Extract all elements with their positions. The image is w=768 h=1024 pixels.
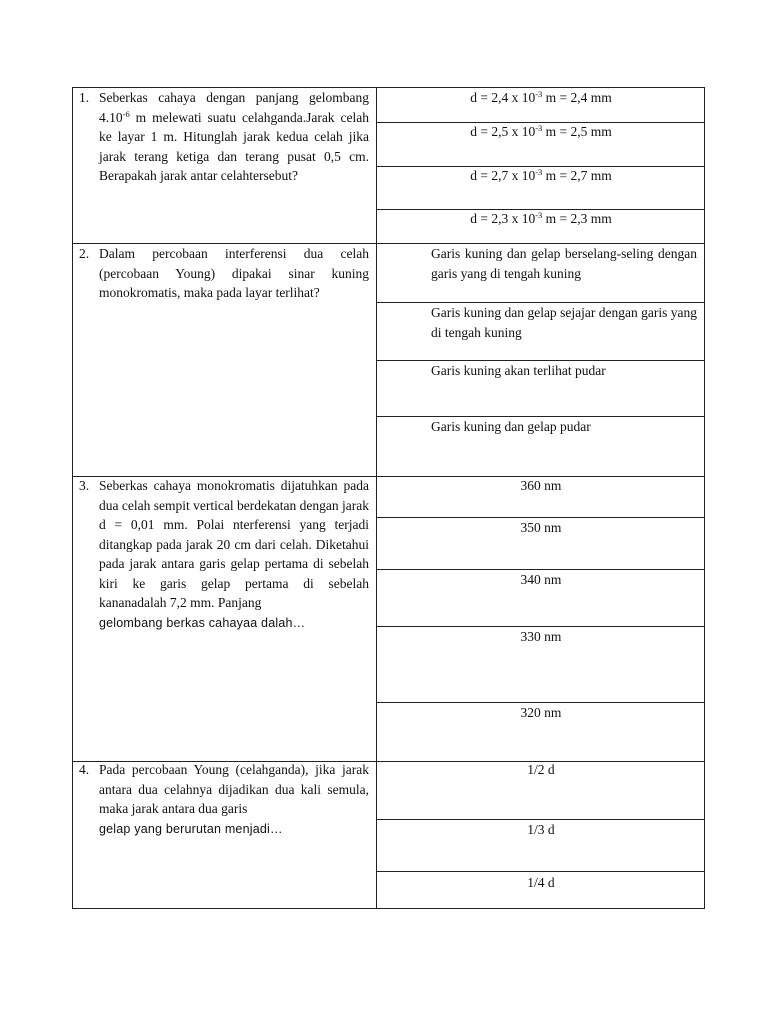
- question-text: Seberkas cahaya dengan panjang gelombang $4.10^{-6}$ m melewati suatu celahganda.Jarak celah ke layar 1 m. Hitunglah jarak kedua celah jika jarak terang ketiga dan terang pusat 0,5 cm. Berapakah jarak antar celahtersebut?: [99, 90, 369, 183]
- answer-option: 330 nm: [520, 629, 562, 644]
- answer-option: d = 2,5 x $10^{-3}$ m = 2,5 mm: [470, 123, 612, 139]
- question-number: 4.: [79, 762, 90, 777]
- column-divider: [376, 87, 377, 909]
- answer-option: Garis kuning dan gelap berselang-seling dengan garis yang di tengah kuning: [431, 246, 697, 281]
- option-divider: [376, 871, 705, 872]
- answer-option: 320 nm: [520, 705, 562, 720]
- answer-option: d = 2,3 x $10^{-3}$ m = 2,3 mm: [470, 210, 612, 226]
- answer-option: d = 2,7 x $10^{-3}$ m = 2,7 mm: [470, 167, 612, 183]
- answer-option: Garis kuning dan gelap sejajar dengan garis yang di tengah kuning: [431, 305, 697, 340]
- answer-option: Garis kuning akan terlihat pudar: [431, 363, 606, 378]
- answer-option: 1/3 d: [527, 822, 555, 837]
- answer-option: 1/2 d: [527, 762, 555, 777]
- question-text: Pada percobaan Young (celahganda), jika jarak antara dua celahnya dijadikan dua kali semula, maka jarak antara dua garis gelap yang berurutan menjadi…: [99, 762, 369, 836]
- answer-option: Garis kuning dan gelap pudar: [431, 419, 591, 434]
- table-border-bottom: [72, 908, 705, 909]
- question-number: 2.: [79, 246, 90, 261]
- question-number: 3.: [79, 478, 90, 493]
- answer-option: d = 2,4 x $10^{-3}$ m = 2,4 mm: [470, 89, 612, 105]
- table-border-left: [72, 87, 73, 909]
- question-3: [79, 476, 369, 633]
- question-text: Seberkas cahaya monokromatis dijatuhkan pada dua celah sempit vertical berdekatan dengan jarak d = 0,01 mm. Polai nterferensi yang terjadi ditangkap pada jarak 20 cm dari celah. Diketahui pada jarak antara garis gelap pertama di sebelah kiri ke garis gelap pertama di sebelah kananadalah 7,2 mm. Panjang gelombang berkas cahayaa dalah…: [99, 478, 369, 630]
- question-number: 1.: [79, 90, 90, 105]
- question-1: [79, 88, 369, 186]
- table-border-right: [704, 87, 705, 909]
- answer-option: 340 nm: [520, 572, 562, 587]
- answer-option: 1/4 d: [527, 875, 555, 890]
- question-text: Dalam percobaan interferensi dua celah (percobaan Young) dipakai sinar kuning monokromatis, maka pada layar terlihat?: [99, 246, 369, 300]
- question-4: [79, 760, 369, 839]
- answer-option: 350 nm: [520, 520, 562, 535]
- answer-option: 360 nm: [520, 478, 562, 493]
- question-2: [79, 244, 369, 303]
